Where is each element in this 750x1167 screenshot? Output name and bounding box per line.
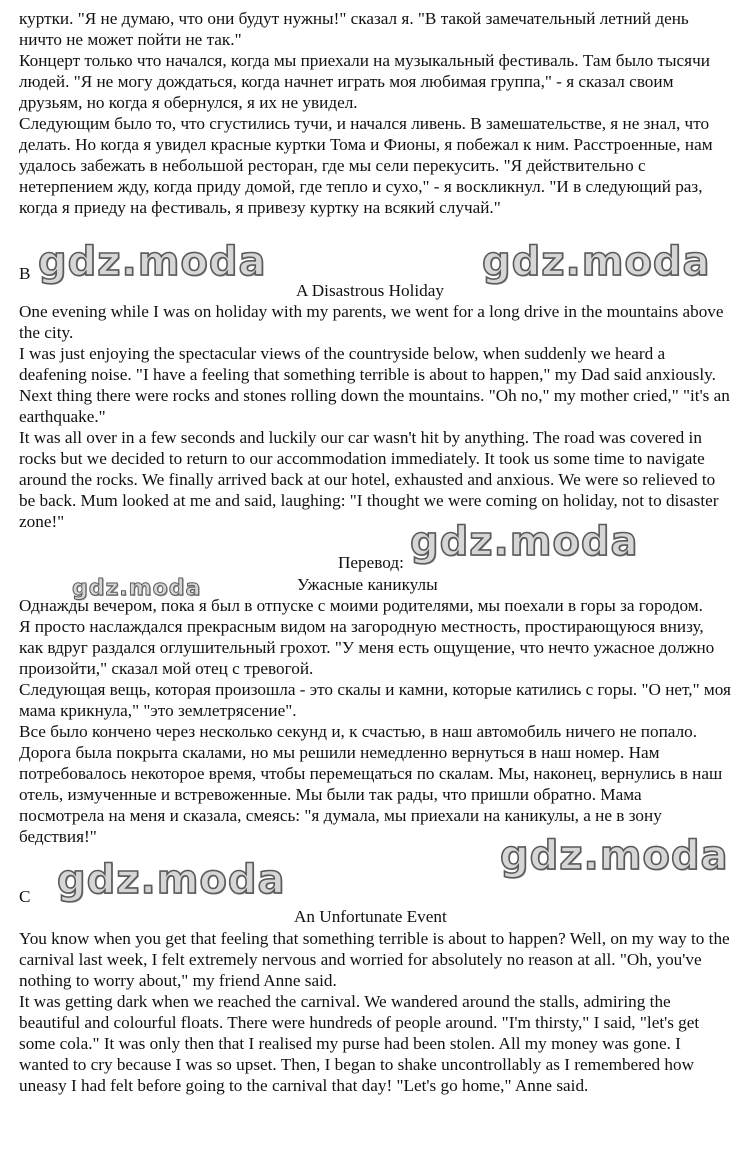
watermark-logo: gdz.moda — [38, 239, 267, 285]
watermark-logo: gdz.moda — [410, 519, 639, 565]
paragraph: Концерт только что начался, когда мы приехали на музыкальный фестиваль. Там было тысячи людей. "Я не могу дождаться, когда начнет играть моя любимая группа," - я сказал своим друзьям, но когда я обернулся, я их не увидел. — [19, 51, 710, 112]
translation-title: Ужасные каникулы — [297, 575, 438, 594]
paragraph: I was just enjoying the spectacular views of the countryside below, when suddenly we heard a deafening noise. "I have a feeling that something terrible is about to happen," my Dad said anxiously. — [19, 344, 716, 384]
paragraph: Следующим было то, что сгустились тучи, и начался ливень. В замешательстве, я не знал, что делать. Но когда я увидел красные куртки Тома и Фионы, я побежал к ним. Расстроенные, нам удалось забежать в небольшой ресторан, где мы сели перекусить. "Я действительно с нетерпением жду, когда приду домой, где тепло и сухо," - я воскликнул. "И в следующий раз, когда я приеду на фестиваль, я привезу куртку на всякий случай." — [19, 114, 713, 217]
watermark-logo: gdz.moda — [57, 857, 286, 903]
section-b-title: A Disastrous Holiday — [296, 281, 444, 300]
section-c-english-text — [19, 928, 731, 1096]
paragraph: You know when you get that feeling that something terrible is about to happen? Well, on my way to the carnival last week, I felt extremely nervous and worried for absolutely no reason at all. "Oh, you've nothing to worry about," my friend Anne said. — [19, 929, 730, 990]
section-b-letter: B — [19, 264, 31, 283]
paragraph: Все было кончено через несколько секунд и, к счастью, в наш автомобиль ничего не попало. Дорога была покрыта скалами, но мы решили немедленно вернуться в наш номер. Нам потребовалось некоторое время, чтобы перемещаться по скалам. Мы, наконец, вернулись в наш отель, измученные и встревоженные. Мы были так рады, что пришли обратно. Мама посмотрела на меня и сказала, смеясь: "я думала, мы приехали на каникулы, а не в зону бедствия!" — [19, 722, 723, 846]
paragraph: куртки. "Я не думаю, что они будут нужны!" сказал я. "В такой замечательный летний день ничто не может пойти не так." — [19, 9, 689, 49]
section-c-letter: C — [19, 887, 31, 906]
section-a-russian-text — [19, 8, 731, 218]
watermark-logo: gdz.moda — [72, 576, 202, 601]
paragraph: It was all over in a few seconds and luckily our car wasn't hit by anything. The road was covered in rocks but we decided to return to our accommodation immediately. It took us some time to navigate around the rocks. We finally arrived back at our hotel, exhausted and anxious. We were so relieved to be back. Mum looked at me and said, laughing: "I thought we were coming on holiday, not to disaster zone!" — [19, 428, 719, 531]
watermark-logo: gdz.moda — [482, 239, 711, 285]
paragraph: One evening while I was on holiday with my parents, we went for a long drive in the mountains above the city. — [19, 302, 724, 342]
translation-label: Перевод: — [338, 553, 404, 572]
watermark-logo: gdz.moda — [500, 833, 729, 879]
paragraph: Однажды вечером, пока я был в отпуске с моими родителями, мы поехали в горы за городом. — [19, 596, 703, 615]
paragraph: Я просто наслаждался прекрасным видом на загородную местность, простирающуюся внизу, как вдруг раздался оглушительный грохот. "У меня есть ощущение, что нечто ужасное должно произойти," сказал мой отец с тревогой. — [19, 617, 715, 678]
paragraph: It was getting dark when we reached the carnival. We wandered around the stalls, admiring the beautiful and colourful floats. There were hundreds of people around. "I'm thirsty," I said, "let's get some cola." It was only then that I realised my purse had been stolen. All my money was gone. I wanted to cry because I was so upset. Then, I began to shake uncontrollably as I remembered how uneasy I had felt before going to the carnival that day! "Let's go home," Anne said. — [19, 992, 700, 1095]
section-c-title: An Unfortunate Event — [294, 907, 447, 926]
section-b-russian-text — [19, 595, 731, 847]
paragraph: Next thing there were rocks and stones rolling down the mountains. "Oh no," my mother cried," "it's an earthquake." — [19, 386, 730, 426]
paragraph: Следующая вещь, которая произошла - это скалы и камни, которые катились с горы. "О нет," моя мама крикнула," "это землетрясение". — [19, 680, 731, 720]
section-b-english-text — [19, 301, 731, 532]
